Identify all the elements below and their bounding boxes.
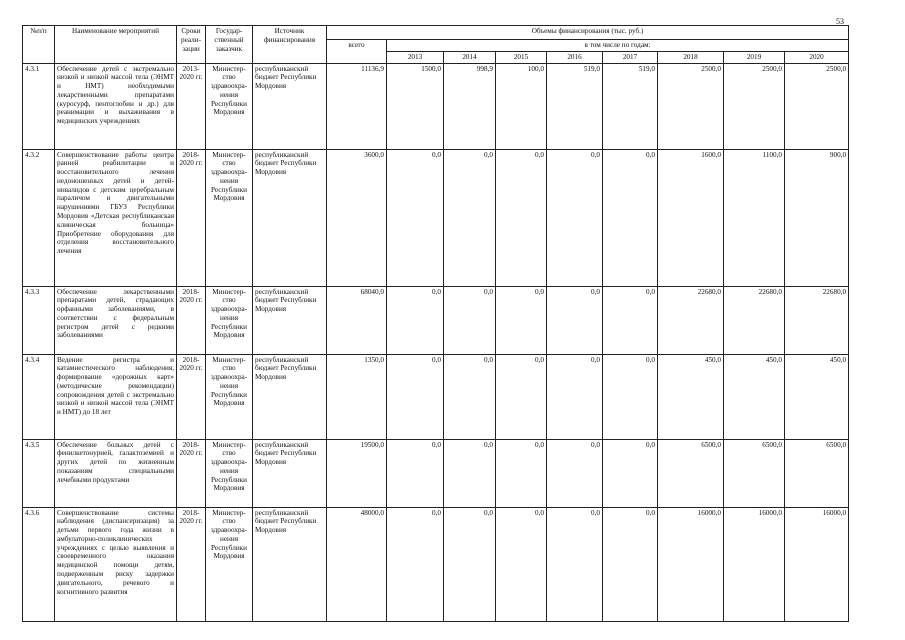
row-year-value: 1100,0 [724, 149, 785, 286]
row-year-value: 6500,0 [724, 439, 785, 507]
row-year-value: 16000,0 [658, 507, 724, 621]
row-year-value: 1600,0 [658, 149, 724, 286]
row-year-value: 100,0 [496, 63, 547, 149]
header-by-year: в том числе по годам: [387, 40, 849, 52]
row-year-value: 0,0 [387, 354, 444, 439]
row-year-value: 0,0 [387, 149, 444, 286]
header-year: 2014 [444, 51, 496, 63]
row-total: 1350,0 [327, 354, 387, 439]
row-year-value: 2500,0 [658, 63, 724, 149]
row-year-value: 0,0 [496, 507, 547, 621]
row-year-value: 0,0 [547, 507, 603, 621]
row-customer: Министер-ство здравоохра-нения Республики Мордовия [206, 63, 253, 149]
row-year-value: 0,0 [387, 507, 444, 621]
row-customer: Министер-ство здравоохра-нения Республики Мордовия [206, 507, 253, 621]
row-year-value: 0,0 [387, 286, 444, 354]
row-num: 4.3.5 [23, 439, 55, 507]
row-year-value: 0,0 [547, 149, 603, 286]
row-year-value: 0,0 [444, 149, 496, 286]
row-year-value: 519,0 [547, 63, 603, 149]
page-number: 53 [836, 17, 844, 26]
table-row [23, 286, 849, 354]
row-year-value: 0,0 [547, 354, 603, 439]
header-year: 2019 [724, 51, 785, 63]
row-year-value: 22680,0 [658, 286, 724, 354]
row-customer: Министер-ство здравоохра-нения Республики Мордовия [206, 354, 253, 439]
header-year: 2020 [785, 51, 849, 63]
row-year-value: 2500,0 [724, 63, 785, 149]
row-customer: Министер-ство здравоохра-нения Республики Мордовия [206, 439, 253, 507]
row-total: 68040,0 [327, 286, 387, 354]
header-term: Сроки реали-зации [177, 26, 206, 64]
row-source: республиканский бюджет Республики Мордовия [253, 507, 327, 621]
row-year-value: 0,0 [444, 507, 496, 621]
row-year-value: 0,0 [603, 354, 658, 439]
row-year-value: 0,0 [387, 439, 444, 507]
row-num: 4.3.4 [23, 354, 55, 439]
row-year-value: 22680,0 [785, 286, 849, 354]
row-name: Ведение регистра и катамнестического наблюдения, формирование «дорожных карт» (методические рекомендации) сопровождения детей с экстремально низкой и низкой массой тела (ЭНМТ и НМТ) до 18 лет [55, 354, 177, 439]
table-row [23, 354, 849, 439]
row-year-value: 519,0 [603, 63, 658, 149]
header-customer: Государ-ственный заказчик [206, 26, 253, 64]
row-source: республиканский бюджет Республики Мордовия [253, 439, 327, 507]
row-year-value: 0,0 [444, 354, 496, 439]
row-total: 3600,0 [327, 149, 387, 286]
row-year-value: 16000,0 [785, 507, 849, 621]
row-name: Обеспечение лекарственными препаратами детей, страдающих орфанными заболеваниями, в соответствии с федеральным регистром детей с редкими заболеваниями [55, 286, 177, 354]
header-row [23, 26, 849, 40]
row-year-value: 450,0 [724, 354, 785, 439]
row-source: республиканский бюджет Республики Мордовия [253, 63, 327, 149]
row-name: Совершенствование работы центра ранней реабилитации и восстановительного лечения недоношенных детей и детей-инвалидов с детским церебральным параличом и двигательными нарушениями ГБУЗ Республики Мордовия «Детская республиканская клиническая больница» Приобретение оборудования для отделения восстановительного лечения [55, 149, 177, 286]
row-source: республиканский бюджет Республики Мордовия [253, 354, 327, 439]
row-year-value: 0,0 [603, 149, 658, 286]
row-term: 2018-2020 гг. [177, 507, 206, 621]
row-term: 2018-2020 гг. [177, 286, 206, 354]
row-year-value: 0,0 [496, 439, 547, 507]
table-row [23, 439, 849, 507]
row-num: 4.3.3 [23, 286, 55, 354]
header-total: всего [327, 40, 387, 64]
row-year-value: 0,0 [496, 149, 547, 286]
row-name: Обеспечение больных детей с фенилкетонурией, галактоземией и других детей по жизненным показаниям специальными лечебными продуктами [55, 439, 177, 507]
header-year: 2013 [387, 51, 444, 63]
row-year-value: 0,0 [603, 507, 658, 621]
row-term: 2018-2020 гг. [177, 439, 206, 507]
row-year-value: 900,0 [785, 149, 849, 286]
row-total: 19500,0 [327, 439, 387, 507]
financing-table [22, 25, 849, 622]
row-year-value: 0,0 [603, 286, 658, 354]
row-customer: Министер-ство здравоохра-нения Республики Мордовия [206, 149, 253, 286]
row-year-value: 22680,0 [724, 286, 785, 354]
row-year-value: 450,0 [658, 354, 724, 439]
row-year-value: 0,0 [496, 286, 547, 354]
row-year-value: 450,0 [785, 354, 849, 439]
row-year-value: 0,0 [444, 439, 496, 507]
row-year-value: 0,0 [444, 286, 496, 354]
header-num: №п/п [23, 26, 55, 64]
row-year-value: 16000,0 [724, 507, 785, 621]
table-row [23, 149, 849, 286]
row-year-value: 2500,0 [785, 63, 849, 149]
table-row [23, 507, 849, 621]
row-source: республиканский бюджет Республики Мордовия [253, 286, 327, 354]
row-year-value: 0,0 [547, 286, 603, 354]
row-term: 2018-2020 гг. [177, 354, 206, 439]
row-total: 11136,9 [327, 63, 387, 149]
header-year: 2018 [658, 51, 724, 63]
row-year-value: 998,9 [444, 63, 496, 149]
header-volume: Объемы финансирования (тыс. руб.) [327, 26, 849, 40]
row-total: 48000,0 [327, 507, 387, 621]
table-row [23, 63, 849, 149]
row-year-value: 6500,0 [658, 439, 724, 507]
row-name: Обеспечение детей с экстремально низкой и низкой массой тела (ЭНМТ и НМТ) необходимыми лекарственными препаратами (куросурф, пентоглобин и др.) для реанимации и выхаживания в медицинских учреждениях [55, 63, 177, 149]
header-year: 2016 [547, 51, 603, 63]
row-num: 4.3.1 [23, 63, 55, 149]
row-year-value: 0,0 [547, 439, 603, 507]
row-name: Совершенствование системы наблюдения (диспансеризация) за детьми первого года жизни в амбулаторно-поликлинических учреждениях с целью выявления и своевременного оказания медицинской помощи детям, подверженным риску задержки двигательного, речевого и когнитивного развития [55, 507, 177, 621]
row-year-value: 6500,0 [785, 439, 849, 507]
header-source: Источник финансирования [253, 26, 327, 64]
header-year: 2015 [496, 51, 547, 63]
row-year-value: 0,0 [603, 439, 658, 507]
header-name: Наименование мероприятий [55, 26, 177, 64]
row-num: 4.3.2 [23, 149, 55, 286]
row-year-value: 0,0 [496, 354, 547, 439]
row-term: 2013-2020 гг. [177, 63, 206, 149]
row-term: 2018-2020 гг. [177, 149, 206, 286]
row-num: 4.3.6 [23, 507, 55, 621]
row-year-value: 1500,0 [387, 63, 444, 149]
header-year: 2017 [603, 51, 658, 63]
row-customer: Министер-ство здравоохра-нения Республики Мордовия [206, 286, 253, 354]
row-source: республиканский бюджет Республики Мордовия [253, 149, 327, 286]
